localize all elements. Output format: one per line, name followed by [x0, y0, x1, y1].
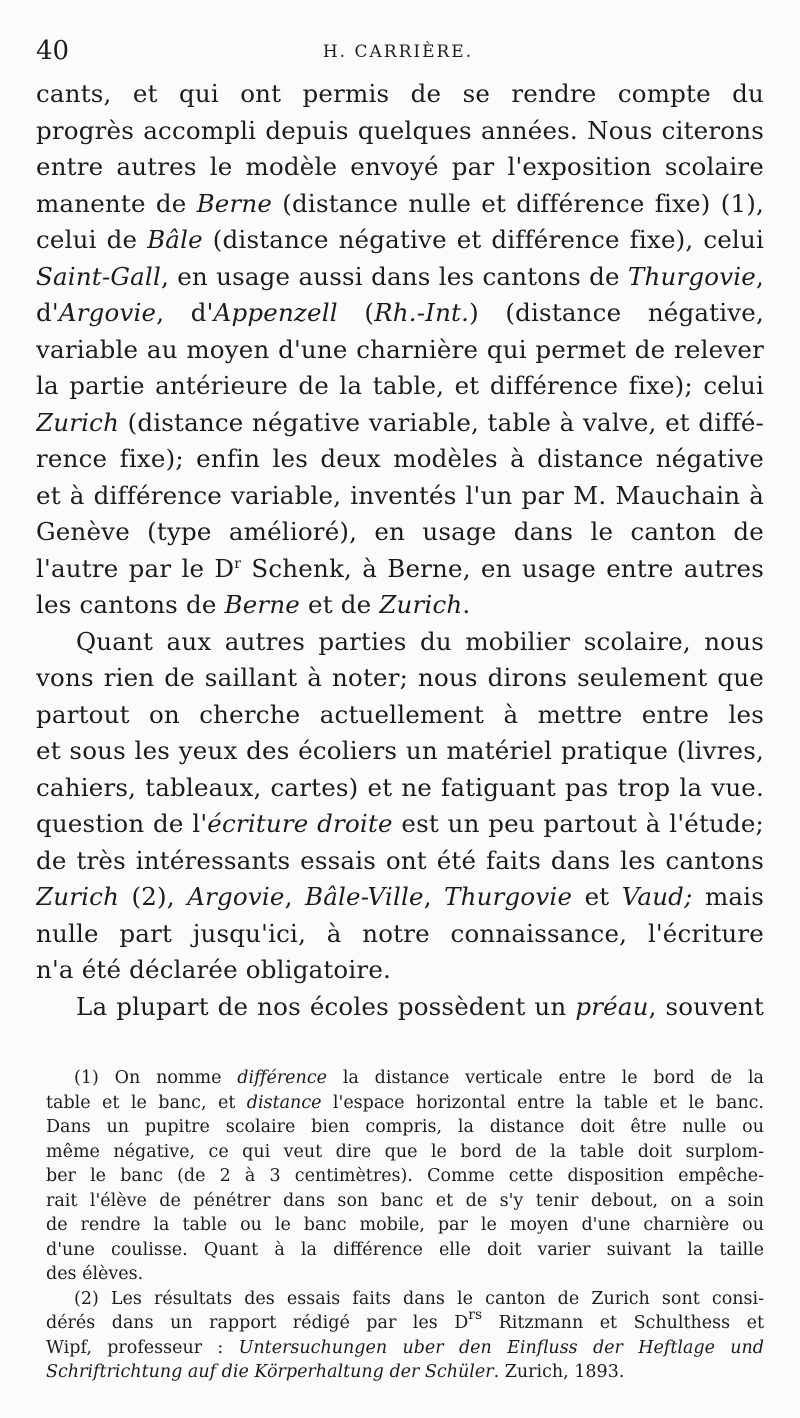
- footnote-line: [46, 1360, 764, 1385]
- emphasis: préau: [575, 991, 649, 1021]
- text-span: Schenk, à Berne, en usage entre autres: [251, 553, 764, 583]
- text-span: Wipf, professeur :: [46, 1337, 239, 1358]
- text-line: Quant aux autres parties du mobilier scolaire, nous: [76, 626, 764, 656]
- place-name: Berne: [224, 590, 301, 619]
- place-name: Saint-Gall: [36, 261, 161, 291]
- text-span: d': [36, 298, 59, 327]
- text-span: l'autre par le D: [36, 553, 235, 583]
- book-title: Untersuchungen uber den Einfluss der Heftlage und: [238, 1337, 764, 1358]
- text-line: [36, 989, 764, 1026]
- text-line: [36, 259, 764, 296]
- text-line: cants, et qui ont permis de se rendre compte du: [36, 79, 764, 108]
- superscript: r: [234, 555, 242, 572]
- superscript: rs: [468, 1311, 483, 1323]
- text-span: ,: [284, 882, 306, 911]
- text-span: .: [462, 590, 471, 619]
- text-span: ,: [423, 882, 445, 911]
- footnote-line: [46, 1066, 764, 1091]
- footnote-line: des élèves.: [46, 1264, 144, 1284]
- text-line: [36, 186, 764, 223]
- place-name: Bâle-Ville: [305, 882, 424, 911]
- text-line: [36, 806, 764, 843]
- footnote-line: [46, 1091, 764, 1116]
- text-span: (1) On nomme: [74, 1068, 238, 1088]
- text-line: et à différence variable, inventés l'un par M. Mauchain à: [36, 480, 764, 510]
- place-name: Rh.-Int.: [374, 298, 470, 327]
- text-span: et: [572, 882, 622, 911]
- text-span: l'espace horizontal entre la table et le banc.: [321, 1092, 764, 1113]
- emphasis: différence: [237, 1068, 327, 1088]
- text-span: , souvent: [648, 991, 764, 1021]
- text-line: [36, 405, 764, 442]
- place-name: Zurich: [36, 882, 120, 911]
- place-name: Argovie: [58, 298, 157, 327]
- text-span: Genève (type amélioré), en usage dans le canton de: [36, 517, 764, 546]
- text-line: vons rien de saillant à noter; nous dirons seulement que: [36, 663, 764, 692]
- footnote-line: rait l'élève de pénétrer dans son banc et de s'y tenir debout, on a soin: [46, 1190, 764, 1211]
- main-text: [36, 76, 764, 1025]
- text-span: (distance nulle et différence fixe) (1),: [272, 188, 764, 218]
- text-span: (distance négative et différence fixe), celui: [212, 225, 764, 254]
- text-line: cahiers, tableaux, cartes) et ne fatiguant pas trop la vue.: [36, 772, 764, 802]
- text-span: (: [337, 298, 375, 327]
- place-name: Zurich: [379, 590, 463, 619]
- text-span: les cantons de: [36, 590, 225, 619]
- emphasis: distance: [246, 1092, 322, 1113]
- text-span: . Zurich, 1893.: [493, 1362, 625, 1382]
- page-header: [36, 34, 760, 68]
- text-span: ,: [756, 261, 764, 291]
- text-span: , d': [156, 298, 214, 327]
- text-line: et sous les yeux des écoliers un matériel pratique (livres,: [36, 736, 764, 765]
- place-name: Thurgovie: [444, 882, 573, 911]
- emphasis: écriture droite: [207, 809, 393, 838]
- text-span: , en usage aussi dans les cantons de: [160, 261, 628, 291]
- text-span: mais: [692, 882, 764, 911]
- text-line: progrès accompli depuis quelques années. Nous citerons: [36, 115, 764, 145]
- footnote-line: ber le banc (de 2 à 3 centimètres). Comme cette disposition empêche-: [46, 1166, 764, 1186]
- footnote-line: (2) Les résultats des essais faits dans le canton de Zurich sont consi-: [74, 1288, 764, 1309]
- text-span: dérés dans un rapport rédigé par les D: [46, 1313, 469, 1333]
- page-number: 40: [36, 36, 70, 66]
- text-span: la distance verticale entre le bord de la: [326, 1068, 764, 1088]
- text-span: table et le banc, et: [46, 1092, 247, 1113]
- text-span: manente de: [36, 188, 197, 218]
- footnote-line: de rendre la table ou le banc mobile, par le moyen d'une charnière ou: [46, 1215, 764, 1235]
- place-name: Vaud;: [621, 882, 693, 911]
- text-span: Ritzmann et Schulthess et: [482, 1313, 764, 1333]
- text-line: [36, 879, 764, 916]
- text-line: [36, 551, 764, 588]
- place-name: Berne: [196, 188, 273, 218]
- book-title: Schriftrichtung auf die Körperhaltung der Schüler: [46, 1362, 494, 1382]
- text-line: nulle part jusqu'ici, à notre connaissance, l'écriture: [36, 918, 764, 948]
- place-name: Bâle: [147, 225, 203, 254]
- footnote-line: même négative, ce qui veut dire que le bord de la table doit surplom-: [46, 1141, 764, 1162]
- text-span: (2),: [119, 882, 188, 911]
- text-span: ) (distance négative,: [469, 298, 764, 327]
- footnote-line: d'une coulisse. Quant à la différence elle doit varier suivant la taille: [46, 1239, 764, 1260]
- place-name: Thurgovie: [627, 261, 756, 291]
- text-line: entre autres le modèle envoyé par l'exposition scolaire: [36, 152, 764, 181]
- place-name: Zurich: [36, 407, 120, 437]
- text-span: La plupart de nos écoles possèdent un: [76, 991, 576, 1021]
- place-name: Argovie: [187, 882, 285, 911]
- text-line: rence fixe); enfin les deux modèles à distance négative: [36, 444, 764, 473]
- text-line: variable au moyen d'une charnière qui permet de relever: [36, 334, 764, 364]
- text-span: et de: [300, 590, 380, 619]
- text-span: (distance négative variable, table à valve, et diffé-: [119, 407, 764, 437]
- running-head: H. CARRIÈRE.: [322, 42, 474, 62]
- text-span: est un peu partout à l'étude;: [392, 809, 764, 838]
- text-line: n'a été déclarée obligatoire.: [36, 955, 392, 984]
- text-span: question de l': [36, 809, 208, 838]
- text-line: [36, 222, 764, 259]
- text-line: [36, 514, 764, 551]
- text-line: [36, 587, 764, 624]
- place-name: Appenzell: [213, 298, 338, 327]
- text-line: de très intéressants essais ont été faits dans les cantons: [36, 845, 764, 875]
- footnote-line: [46, 1336, 764, 1361]
- text-line: partout on cherche actuellement à mettre entre les: [36, 699, 764, 729]
- footnote-line: Dans un pupitre scolaire bien compris, la distance doit être nulle ou: [46, 1117, 764, 1137]
- footnote-line: [46, 1311, 764, 1336]
- text-span: celui de: [36, 225, 148, 254]
- text-line: la partie antérieure de la table, et différence fixe); celui: [36, 371, 764, 400]
- footnotes: [46, 1066, 764, 1385]
- text-line: [36, 295, 764, 332]
